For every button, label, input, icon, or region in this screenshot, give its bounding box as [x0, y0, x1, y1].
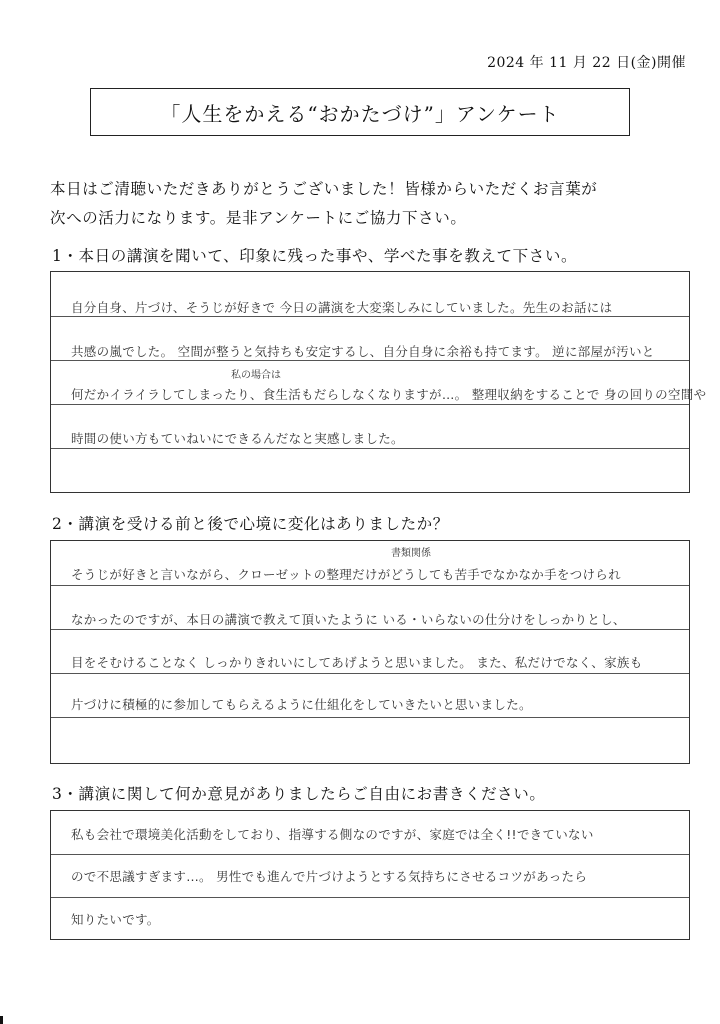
handwritten-answer-line: そうじが好きと言いながら、クローゼットの整理だけがどうしても苦手でなかなか手をつけられ: [71, 567, 621, 582]
handwritten-answer-line: 共感の嵐でした。 空間が整うと気持ちも安定するし、自分自身に余裕も持てます。 逆に部屋が汚いと: [71, 344, 655, 359]
handwritten-answer-line: 片づけに積極的に参加してもらえるように仕組化をしていきたいと思いました。: [71, 697, 532, 712]
handwritten-answer-line: 私も会社で環境美化活動をしており、指導する側なのですが、家庭では全く!!できていない: [71, 827, 594, 842]
survey-title: 「人生をかえる“おかたづけ”」アンケート: [160, 101, 560, 126]
intro-text: [50, 175, 690, 233]
scan-edge-mark: [0, 1016, 3, 1024]
survey-title-box: [90, 88, 630, 136]
event-date: 2024 年 11 月 22 日(金)開催: [487, 55, 686, 71]
answer-box-1: [50, 271, 707, 493]
handwritten-answer-line: ので不思議すぎます…。 男性でも進んで片づけようとする気持ちにさせるコツがあったら: [71, 869, 588, 884]
answer-box-3: [50, 810, 690, 940]
handwritten-answer-line: 知りたいです。: [71, 912, 160, 927]
handwritten-answer-line: なかったのですが、本日の講演で教えて頂いたように いる・いらないの仕分けをしっかりとし、: [71, 612, 626, 627]
handwritten-annotation: 私の場合は: [231, 370, 281, 381]
question-2: 2・講演を受ける前と後で心境に変化はありましたか？: [52, 515, 449, 533]
handwritten-annotation: 書類関係: [391, 548, 431, 559]
handwritten-answer-line: 自分自身、片づけ、そうじが好きで 今日の講演を大変楽しみにしていました。先生のお話には: [71, 300, 613, 315]
handwritten-answer-line: 時間の使い方もていねいにできるんだなと実感しました。: [71, 431, 404, 446]
intro-line-1: 本日はご清聴いただきありがとうございました！皆様からいただくお言葉が: [50, 180, 598, 198]
answer-box-2: [50, 540, 690, 764]
handwritten-answer-line: 何だかイライラしてしまったり、食生活もだらしなくなりますが…。 整理収納をすることで 身の回りの空間や: [71, 387, 707, 402]
handwritten-answer-line: 目をそむけることなく しっかりきれいにしてあげようと思いました。 また、私だけでなく、家族も: [71, 655, 643, 670]
question-3: 3・講演に関して何か意見がありましたらご自由にお書きください。: [52, 785, 546, 803]
intro-line-2: 次への活力になります。是非アンケートにご協力下さい。: [50, 209, 467, 227]
question-1: 1・本日の講演を聞いて、印象に残った事や、学べた事を教えて下さい。: [52, 247, 578, 265]
